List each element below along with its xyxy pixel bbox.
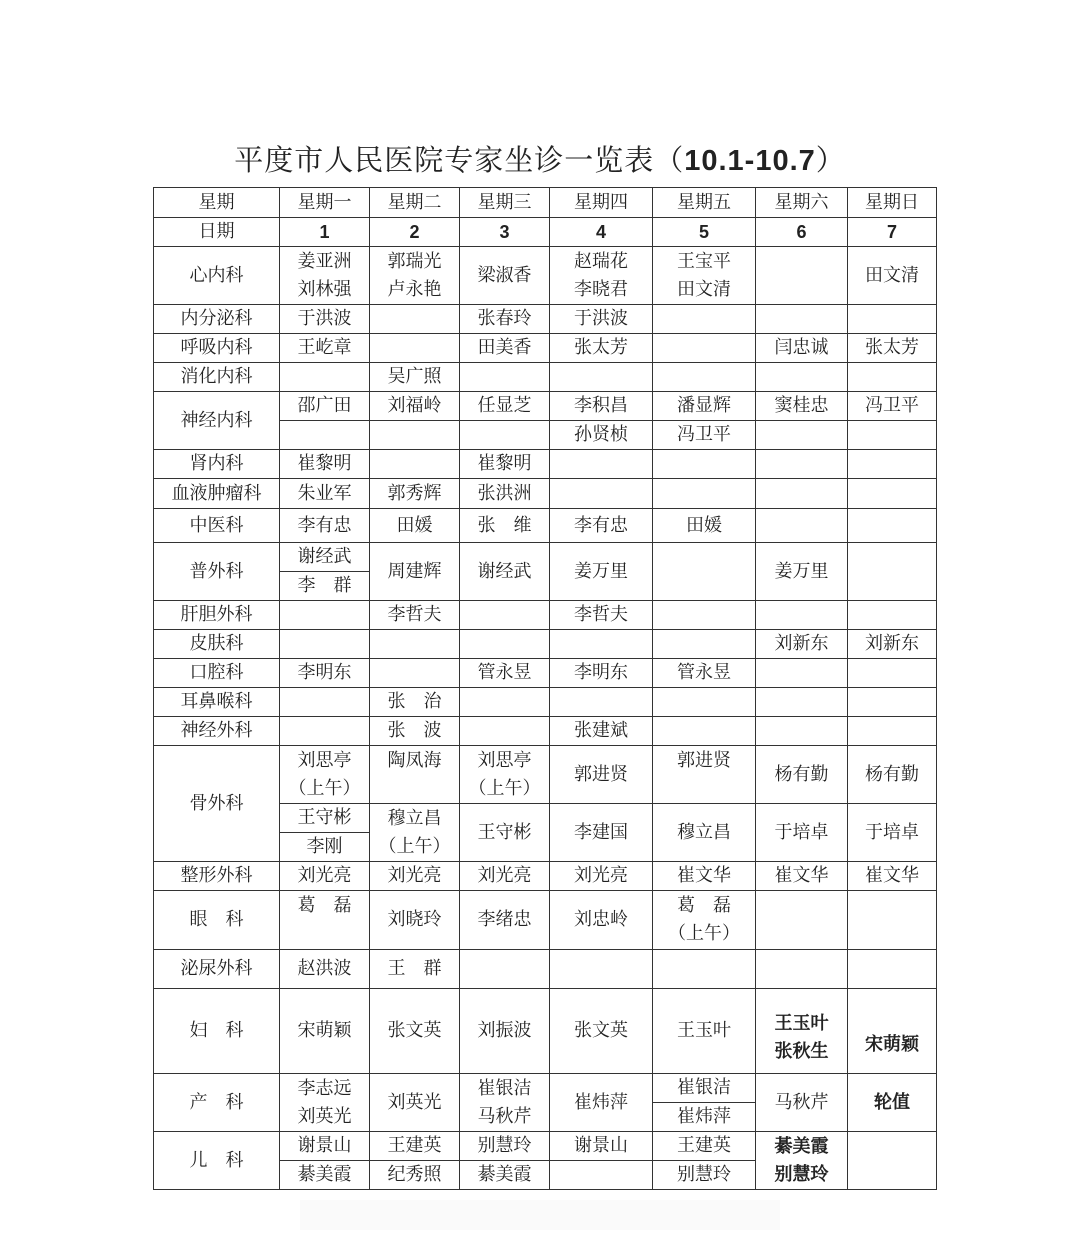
title-prefix: 平度市人民医院专家坐诊一览表（ — [234, 143, 685, 177]
date-wed: 3 — [460, 218, 550, 247]
dept-row-derm — [154, 630, 937, 659]
empty-cell — [848, 891, 937, 950]
dept-row-gensurg — [154, 543, 937, 572]
doctor-cell: 张文英 — [550, 989, 653, 1074]
empty-cell — [653, 334, 756, 363]
doctor-cell: 轮值 — [848, 1074, 937, 1132]
doctor-cell: 李建国 — [550, 804, 653, 862]
day-tue: 星期二 — [370, 188, 460, 218]
doctor-cell: 姜万里 — [756, 543, 848, 601]
date-sat: 6 — [756, 218, 848, 247]
empty-cell — [653, 688, 756, 717]
session-note: （上午） — [668, 923, 740, 944]
doctor-cell: 刘光亮 — [460, 862, 550, 891]
dept-name: 口腔科 — [154, 659, 280, 688]
date-tue: 2 — [370, 218, 460, 247]
empty-cell — [848, 479, 937, 509]
empty-cell — [653, 950, 756, 989]
doctor-cell: 谢景山 — [280, 1132, 370, 1161]
doctor-cell: 李明东 — [280, 659, 370, 688]
doctor-cell: 周建辉 — [370, 543, 460, 601]
title-suffix: ） — [815, 143, 846, 177]
empty-cell — [550, 450, 653, 479]
date-label: 日期 — [154, 218, 280, 247]
doctor-cell: 于洪波 — [550, 305, 653, 334]
empty-cell — [848, 659, 937, 688]
doctor-cell: 张 维 — [460, 509, 550, 543]
doctor-cell: 李绪忠 — [460, 891, 550, 950]
doctor-cell: 刘福岭 — [370, 392, 460, 421]
doctor-cell: 綦美霞 — [460, 1161, 550, 1190]
dept-name: 神经外科 — [154, 717, 280, 746]
spacer — [653, 775, 755, 803]
dept-row-tcm — [154, 509, 937, 543]
empty-cell — [370, 421, 460, 450]
doctor-cell: 刘光亮 — [280, 862, 370, 891]
spacer — [370, 775, 459, 803]
doctor-name: 张秋生 — [774, 1041, 829, 1062]
doctor-cell: 冯卫平 — [848, 392, 937, 421]
doctor-cell: 崔银洁 — [653, 1074, 756, 1103]
day-sun: 星期日 — [848, 188, 937, 218]
doctor-name: 郭进贤 — [677, 749, 731, 771]
doctor-cell: 张建斌 — [550, 717, 653, 746]
doctor-cell: 谢经武 — [460, 543, 550, 601]
empty-cell — [848, 1132, 937, 1190]
doctor-cell: 刘新东 — [756, 630, 848, 659]
empty-cell — [460, 421, 550, 450]
dept-name: 皮肤科 — [154, 630, 280, 659]
doctor-cell: 宋萌颖 — [280, 989, 370, 1074]
empty-cell — [848, 450, 937, 479]
doctor-name: 马秋芹 — [477, 1105, 532, 1127]
doctor-cell: 吴广照 — [370, 363, 460, 392]
dept-name: 中医科 — [154, 509, 280, 543]
empty-cell — [653, 305, 756, 334]
doctor-cell: 崔黎明 — [460, 450, 550, 479]
empty-cell — [653, 479, 756, 509]
doctor-cell: 管永昱 — [460, 659, 550, 688]
page-title — [0, 138, 1080, 179]
doctor-cell — [280, 746, 370, 804]
doctor-cell: 宋萌颖 — [848, 989, 937, 1074]
dept-name: 肾内科 — [154, 450, 280, 479]
doctor-name: 王玉叶 — [774, 1013, 829, 1034]
doctor-cell: 赵洪波 — [280, 950, 370, 989]
empty-cell — [550, 688, 653, 717]
dept-name: 心内科 — [154, 247, 280, 305]
doctor-cell: 张太芳 — [550, 334, 653, 363]
empty-cell — [756, 479, 848, 509]
empty-cell — [756, 950, 848, 989]
doctor-cell: 李哲夫 — [550, 601, 653, 630]
doctor-cell — [653, 247, 756, 305]
doctor-cell: 崔黎明 — [280, 450, 370, 479]
doctor-cell: 冯卫平 — [653, 421, 756, 450]
empty-cell — [653, 363, 756, 392]
dept-row-plastic — [154, 862, 937, 891]
doctor-cell: 崔炜萍 — [550, 1074, 653, 1132]
doctor-name: 郭瑞光 — [387, 250, 442, 272]
dept-name: 血液肿瘤科 — [154, 479, 280, 509]
doctor-cell: 杨有勤 — [756, 746, 848, 804]
doctor-cell: 纪秀照 — [370, 1161, 460, 1190]
doctor-name: 刘思亭 — [477, 749, 532, 771]
doctor-cell: 郭进贤 — [550, 746, 653, 804]
empty-cell — [280, 688, 370, 717]
dept-name: 耳鼻喉科 — [154, 688, 280, 717]
doctor-cell: 李有忠 — [280, 509, 370, 543]
doctor-cell — [370, 247, 460, 305]
doctor-name: 赵瑞花 — [574, 250, 628, 272]
empty-cell — [460, 717, 550, 746]
dept-row-cardio — [154, 247, 937, 305]
doctor-cell — [653, 746, 756, 804]
doctor-cell: 张 治 — [370, 688, 460, 717]
doctor-cell: 张文英 — [370, 989, 460, 1074]
session-note: （上午） — [378, 835, 451, 857]
doctor-cell: 刘光亮 — [370, 862, 460, 891]
dept-name: 眼 科 — [154, 891, 280, 950]
doctor-name: 崔银洁 — [477, 1077, 532, 1099]
empty-cell — [756, 421, 848, 450]
dept-name: 妇 科 — [154, 989, 280, 1074]
dept-name: 内分泌科 — [154, 305, 280, 334]
doctor-cell — [756, 989, 848, 1074]
empty-cell — [653, 630, 756, 659]
doctor-cell: 姜万里 — [550, 543, 653, 601]
doctor-cell: 张太芳 — [848, 334, 937, 363]
empty-cell — [653, 601, 756, 630]
doctor-cell: 张洪洲 — [460, 479, 550, 509]
day-wed: 星期三 — [460, 188, 550, 218]
empty-cell — [848, 509, 937, 543]
empty-cell — [848, 950, 937, 989]
doctor-cell: 邵广田 — [280, 392, 370, 421]
doctor-cell: 李明东 — [550, 659, 653, 688]
doctor-cell: 王守彬 — [460, 804, 550, 862]
empty-cell — [756, 659, 848, 688]
empty-cell — [756, 363, 848, 392]
empty-cell — [460, 630, 550, 659]
empty-cell — [370, 305, 460, 334]
empty-cell — [550, 1161, 653, 1190]
dept-row-gyn — [154, 989, 937, 1074]
empty-cell — [756, 247, 848, 305]
doctor-cell: 管永昱 — [653, 659, 756, 688]
header-row-week — [154, 188, 937, 218]
doctor-cell: 张 波 — [370, 717, 460, 746]
empty-cell — [460, 601, 550, 630]
date-fri: 5 — [653, 218, 756, 247]
dept-row-hepato — [154, 601, 937, 630]
doctor-name: 李晓君 — [574, 278, 628, 300]
empty-cell — [756, 450, 848, 479]
doctor-name: 王宝平 — [677, 250, 731, 272]
empty-cell — [550, 630, 653, 659]
doctor-cell: 于培卓 — [848, 804, 937, 862]
empty-cell — [848, 363, 937, 392]
empty-cell — [848, 543, 937, 601]
doctor-name: 李志远 — [297, 1077, 352, 1099]
day-thu: 星期四 — [550, 188, 653, 218]
doctor-cell: 孙贤桢 — [550, 421, 653, 450]
doctor-cell — [370, 746, 460, 804]
doctor-cell: 王守彬 — [280, 804, 370, 833]
doctor-name: 刘林强 — [297, 278, 352, 300]
doctor-cell — [280, 891, 370, 950]
doctor-cell: 梁淑香 — [460, 247, 550, 305]
dept-row-resp — [154, 334, 937, 363]
doctor-cell: 李 群 — [280, 572, 370, 601]
doctor-cell: 綦美霞 — [280, 1161, 370, 1190]
doctor-name: 陶凤海 — [387, 749, 442, 771]
doctor-name: 卢永艳 — [387, 278, 442, 300]
dept-name: 普外科 — [154, 543, 280, 601]
empty-cell — [460, 688, 550, 717]
empty-cell — [653, 543, 756, 601]
dept-name: 整形外科 — [154, 862, 280, 891]
doctor-name: 姜亚洲 — [297, 250, 352, 272]
doctor-cell: 谢景山 — [550, 1132, 653, 1161]
doctor-cell — [370, 804, 460, 862]
empty-cell — [280, 363, 370, 392]
empty-cell — [756, 509, 848, 543]
empty-cell — [280, 601, 370, 630]
empty-cell — [848, 688, 937, 717]
doctor-cell: 田文清 — [848, 247, 937, 305]
empty-cell — [370, 334, 460, 363]
empty-cell — [550, 950, 653, 989]
doctor-cell: 马秋芹 — [756, 1074, 848, 1132]
dept-row-neurosurg — [154, 717, 937, 746]
empty-cell — [370, 659, 460, 688]
session-note: （上午） — [468, 777, 541, 799]
doctor-cell: 田媛 — [653, 509, 756, 543]
empty-cell — [756, 891, 848, 950]
doctor-cell: 张春玲 — [460, 305, 550, 334]
dept-name: 骨外科 — [154, 746, 280, 862]
doctor-cell: 闫忠诚 — [756, 334, 848, 363]
doctor-cell: 王玉叶 — [653, 989, 756, 1074]
doctor-cell — [280, 247, 370, 305]
doctor-cell: 别慧玲 — [653, 1161, 756, 1190]
day-sat: 星期六 — [756, 188, 848, 218]
empty-cell — [848, 717, 937, 746]
header-row-date — [154, 218, 937, 247]
doctor-cell: 王建英 — [653, 1132, 756, 1161]
dept-row-uro — [154, 950, 937, 989]
dept-row-eye — [154, 891, 937, 950]
empty-cell — [280, 421, 370, 450]
doctor-name: 葛 磊 — [677, 895, 731, 916]
doctor-name: 刘英光 — [297, 1105, 352, 1127]
day-fri: 星期五 — [653, 188, 756, 218]
doctor-cell — [280, 1074, 370, 1132]
doctor-cell: 崔炜萍 — [653, 1103, 756, 1132]
doctor-cell — [756, 1132, 848, 1190]
date-sun: 7 — [848, 218, 937, 247]
doctor-cell: 刘光亮 — [550, 862, 653, 891]
empty-cell — [460, 950, 550, 989]
date-thu: 4 — [550, 218, 653, 247]
doctor-cell: 刘英光 — [370, 1074, 460, 1132]
date-mon: 1 — [280, 218, 370, 247]
doctor-cell: 王屹章 — [280, 334, 370, 363]
dept-row-peds — [154, 1132, 937, 1161]
doctor-cell: 刘忠岭 — [550, 891, 653, 950]
doctor-cell: 田媛 — [370, 509, 460, 543]
empty-cell — [280, 717, 370, 746]
doctor-cell: 刘振波 — [460, 989, 550, 1074]
schedule-table — [153, 187, 937, 1190]
title-date-range: 10.1-10.7 — [684, 145, 816, 177]
doctor-cell — [653, 891, 756, 950]
dept-name: 儿 科 — [154, 1132, 280, 1190]
doctor-cell: 田美香 — [460, 334, 550, 363]
doctor-name: 田文清 — [677, 278, 731, 300]
doctor-cell: 朱业军 — [280, 479, 370, 509]
doctor-cell: 李积昌 — [550, 392, 653, 421]
doctor-name: 刘思亭 — [297, 749, 352, 771]
doctor-cell: 崔文华 — [756, 862, 848, 891]
week-label: 星期 — [154, 188, 280, 218]
doctor-cell: 杨有勤 — [848, 746, 937, 804]
dept-row-neuro — [154, 392, 937, 421]
empty-cell — [848, 601, 937, 630]
empty-cell — [370, 450, 460, 479]
session-note: （上午） — [288, 777, 361, 799]
doctor-name: 别慧玲 — [774, 1163, 829, 1185]
dept-row-hemat — [154, 479, 937, 509]
dept-name: 消化内科 — [154, 363, 280, 392]
doctor-cell: 于培卓 — [756, 804, 848, 862]
empty-cell — [550, 363, 653, 392]
dept-name: 呼吸内科 — [154, 334, 280, 363]
day-mon: 星期一 — [280, 188, 370, 218]
doctor-cell: 李有忠 — [550, 509, 653, 543]
doctor-cell: 于洪波 — [280, 305, 370, 334]
empty-cell — [370, 630, 460, 659]
dept-row-ent — [154, 688, 937, 717]
dept-row-nephro — [154, 450, 937, 479]
doctor-cell: 潘显辉 — [653, 392, 756, 421]
dept-row-endo — [154, 305, 937, 334]
empty-cell — [653, 717, 756, 746]
dept-name: 肝胆外科 — [154, 601, 280, 630]
doctor-name: 綦美霞 — [774, 1135, 829, 1157]
doctor-cell: 谢经武 — [280, 543, 370, 572]
spacer — [280, 920, 369, 948]
dept-name: 泌尿外科 — [154, 950, 280, 989]
doctor-cell: 李刚 — [280, 833, 370, 862]
empty-cell — [756, 305, 848, 334]
dept-name: 产 科 — [154, 1074, 280, 1132]
doctor-cell — [550, 247, 653, 305]
doctor-cell: 窦桂忠 — [756, 392, 848, 421]
doctor-cell: 郭秀辉 — [370, 479, 460, 509]
doctor-cell: 崔文华 — [848, 862, 937, 891]
dept-row-obst — [154, 1074, 937, 1103]
doctor-cell — [460, 746, 550, 804]
empty-cell — [280, 630, 370, 659]
dept-row-gastro — [154, 363, 937, 392]
doctor-cell: 李哲夫 — [370, 601, 460, 630]
doctor-cell: 王建英 — [370, 1132, 460, 1161]
doctor-name: 穆立昌 — [387, 807, 442, 829]
empty-cell — [550, 479, 653, 509]
doctor-cell: 刘晓玲 — [370, 891, 460, 950]
dept-name: 神经内科 — [154, 392, 280, 450]
doctor-cell: 刘新东 — [848, 630, 937, 659]
empty-cell — [460, 363, 550, 392]
doctor-cell: 任显芝 — [460, 392, 550, 421]
empty-cell — [848, 421, 937, 450]
empty-cell — [756, 717, 848, 746]
doctor-cell: 崔文华 — [653, 862, 756, 891]
doctor-cell: 王 群 — [370, 950, 460, 989]
doctor-cell: 穆立昌 — [653, 804, 756, 862]
empty-cell — [653, 450, 756, 479]
dept-row-ortho — [154, 746, 937, 804]
doctor-cell: 别慧玲 — [460, 1132, 550, 1161]
empty-cell — [848, 305, 937, 334]
empty-cell — [756, 688, 848, 717]
faint-watermark-strip — [300, 1200, 780, 1230]
dept-row-oral — [154, 659, 937, 688]
doctor-cell — [460, 1074, 550, 1132]
doctor-name: 葛 磊 — [297, 895, 352, 916]
empty-cell — [756, 601, 848, 630]
